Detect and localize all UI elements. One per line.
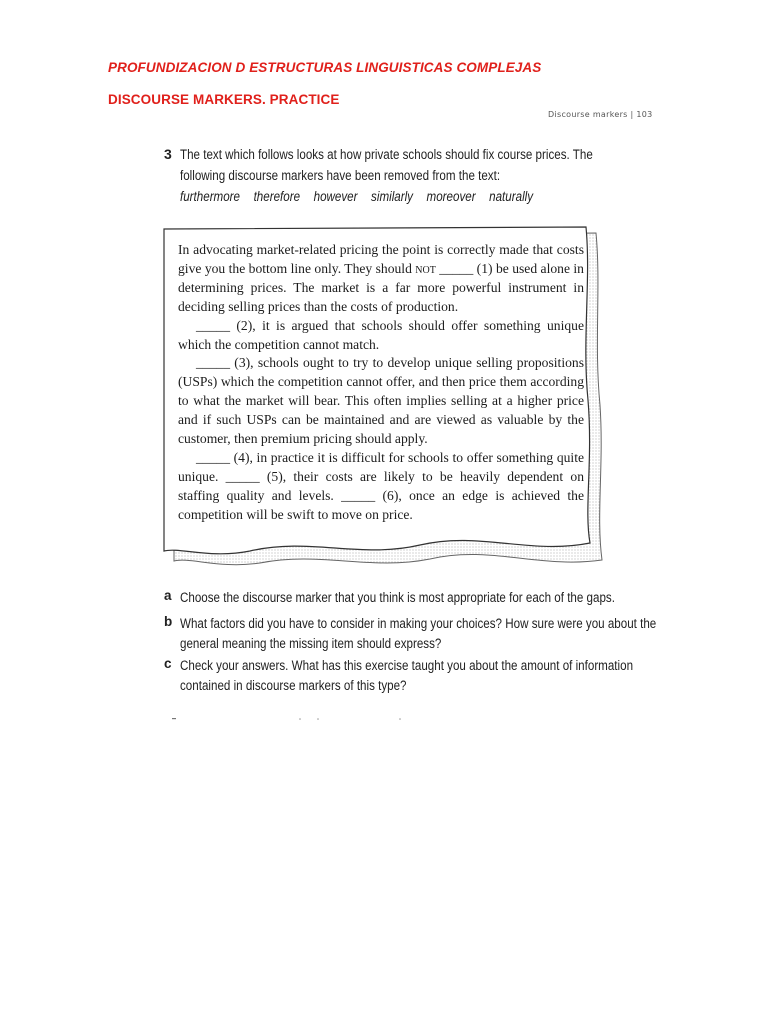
question-text: Check your answers. What has this exercise taught you about the amount of information contained in discourse markers of this type? [180, 658, 634, 693]
marker-word: however [313, 189, 358, 204]
question-text: Choose the discourse marker that you think is most appropriate for each of the gaps. [180, 590, 615, 605]
passage-p1-not: not [415, 260, 436, 276]
question-letter: b [164, 614, 173, 629]
marker-word: naturally [489, 189, 534, 204]
question-item [164, 656, 760, 696]
question-item [164, 614, 760, 654]
passage-p3: _____ (3), schools ought to try to develop unique selling propositions (USPs) which the competition cannot offer, and then price them according to what the market will bear. This often implies selling at a higher price and if such USPs can be maintained and are viewed as valuable by the customer, then premium pricing should apply. [178, 355, 584, 447]
marker-word: moreover [426, 189, 476, 204]
marker-word: similarly [371, 189, 413, 204]
passage-p2: _____ (2), it is argued that schools should offer something unique which the competition cannot match. [178, 317, 584, 352]
course-title: PROFUNDIZACION D ESTRUCTURAS LINGUISTICAS COMPLEJAS [108, 60, 542, 75]
exercise-intro: The text which follows looks at how private schools should fix course prices. The following discourse markers have been removed from the text: [180, 147, 593, 183]
passage-p1-after: _____ (1) be used alone in determining prices. The market is a far more powerful instrument in deciding selling prices than the costs of production. [178, 260, 584, 314]
scan-specks-icon [172, 716, 412, 722]
passage-text [178, 241, 584, 525]
question-letter: a [164, 588, 172, 603]
running-head: Discourse markers | 103 [548, 110, 653, 119]
marker-word: furthermore [180, 189, 241, 204]
question-letter: c [164, 656, 172, 671]
section-title: DISCOURSE MARKERS. PRACTICE [108, 92, 340, 107]
discourse-marker-list [180, 189, 543, 204]
passage-p4: _____ (4), in practice it is difficult for schools to offer something quite unique. _____ (5), their costs are likely to be heavily dependent on staffing quality and levels. _____ (6), once an edge is achieved the competition will be swift to move on price. [178, 449, 584, 522]
passage-p1-before: In advocating market-related pricing the point is correctly made that costs give you the bottom line only. They should [178, 242, 584, 276]
question-item [164, 588, 760, 608]
marker-word: therefore [253, 189, 301, 204]
exercise-number: 3 [164, 146, 172, 162]
question-text: What factors did you have to consider in making your choices? How sure were you about the general meaning the missing item should express? [180, 616, 657, 651]
